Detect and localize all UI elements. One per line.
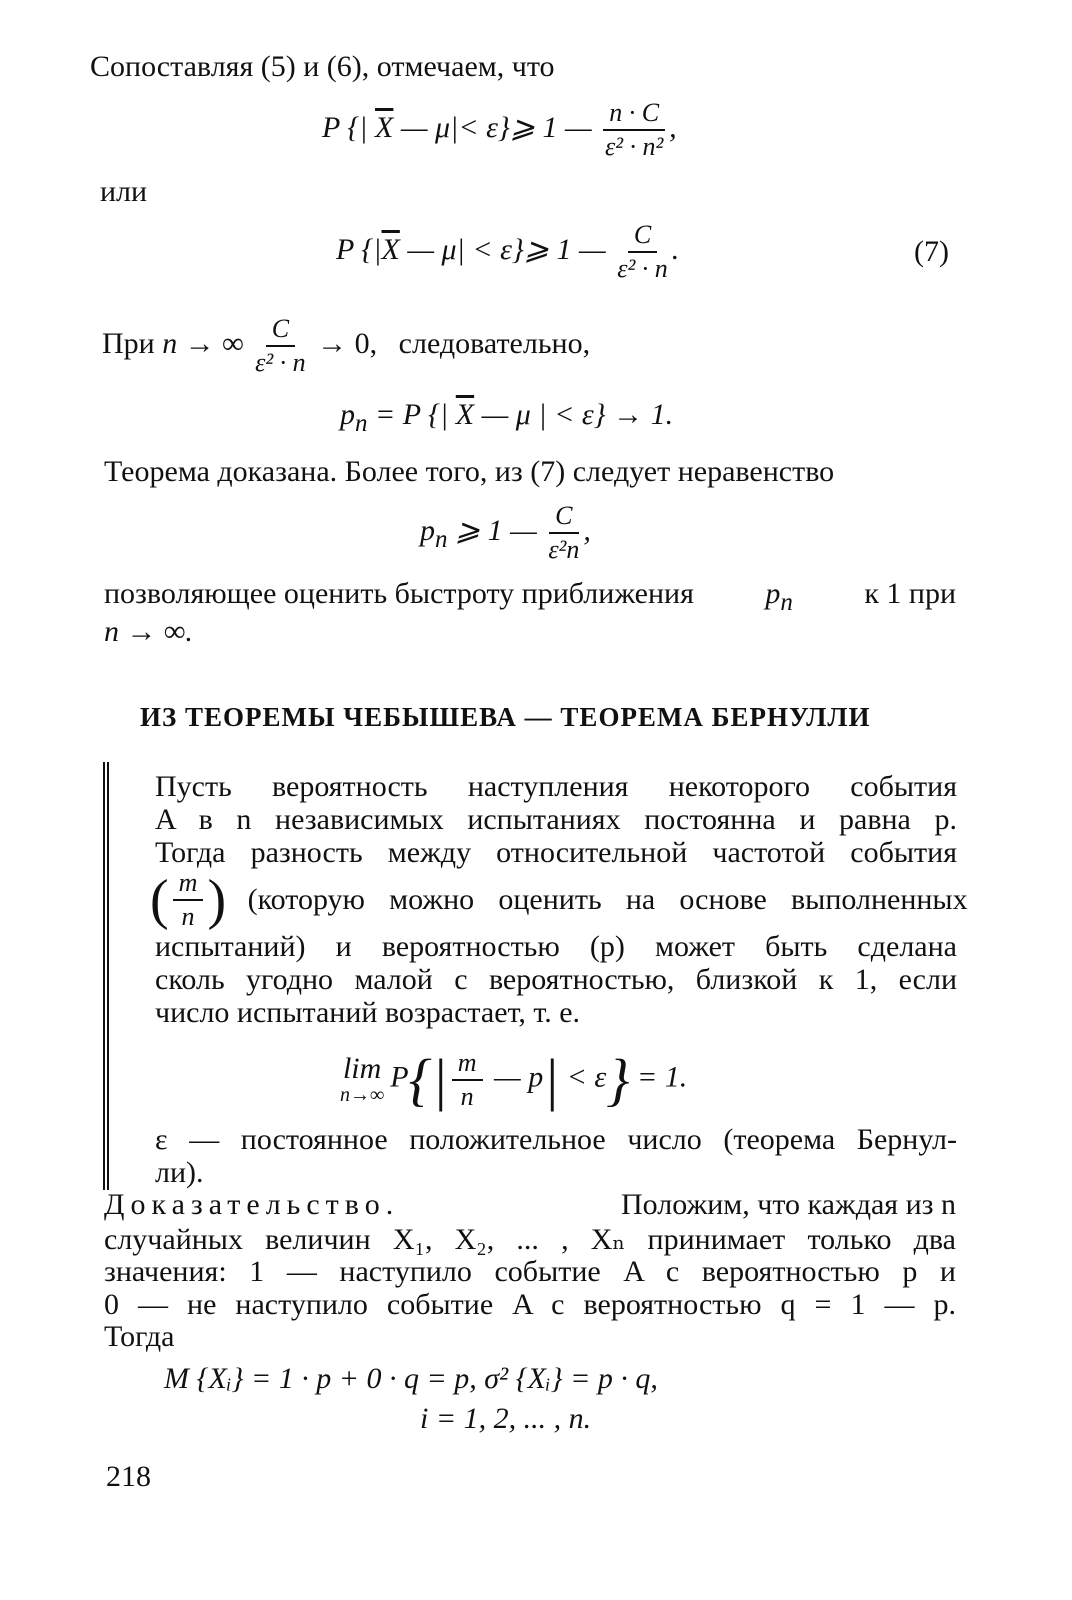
- text-line: значения: 1 — наступило событие A с вероятностью p и: [104, 1255, 956, 1288]
- text-line: Пусть вероятность наступления некоторого события: [155, 770, 957, 803]
- formula: M {Xᵢ} = 1 · p + 0 · q = p, σ² {Xᵢ} = p · q,: [164, 1362, 658, 1395]
- text-line: Теорема доказана. Более того, из (7) следует неравенство: [104, 455, 835, 488]
- formula: P {$|\overline{X}$ — μ| < ε}⩾ 1 — $\frac{C}{\text{ε² · n}}$ .: [336, 220, 680, 283]
- text-line: случайных величин X₁, X₂, ... , Xₙ принимает только два: [104, 1223, 956, 1256]
- text-line: ( $\frac{m}{n}$ ) (которую можно оценить на основе выполненных: [150, 868, 968, 931]
- text-line: n → ∞.: [104, 615, 193, 648]
- section-heading: ИЗ ТЕОРЕМЫ ЧЕБЫШЕВА — ТЕОРЕМА БЕРНУЛЛИ: [140, 702, 871, 732]
- text-line: сколь угодно малой с вероятностью, близкой к 1, если: [155, 963, 957, 996]
- formula: $p_n$ ⩾ 1 — $\frac{C}{\text{ε²n}}$ ,: [420, 501, 591, 564]
- page-number: 218: [106, 1460, 151, 1493]
- text-line: [104, 1188, 956, 1222]
- text-line: или: [100, 175, 148, 208]
- text-line: При n → ∞ $\frac{C}{\text{ε² · n}}$ → 0, следовательно,: [102, 314, 591, 377]
- text-line: [104, 577, 956, 617]
- text-fragment: следовательно,: [398, 326, 591, 360]
- theorem-margin-bar: [103, 762, 109, 1190]
- text-fragment: позволяющее оценить быстроту приближения: [104, 577, 694, 610]
- proof-keyword: Доказательство.: [104, 1188, 400, 1221]
- text-line: 0 — не наступило событие A с вероятностью q = 1 — p.: [104, 1288, 956, 1321]
- text-fragment: (которую можно оценить на основе выполненных: [247, 883, 968, 916]
- equation-number: (7): [914, 235, 949, 268]
- text-line: Тогда разность между относительной частотой события: [155, 836, 957, 869]
- text-fragment: При: [102, 326, 155, 360]
- text-line: испытаний) и вероятностью (p) может быть сделана: [155, 930, 957, 963]
- text-line: число испытаний возрастает, т. е.: [155, 996, 581, 1029]
- text-line: ли).: [155, 1156, 204, 1189]
- formula: lim n→∞ P{| $\frac{m}{n}$ — p| < ε} = 1.: [340, 1047, 688, 1112]
- text-line: Тогда: [104, 1320, 175, 1353]
- text-fragment: Положим, что каждая из n: [620, 1188, 956, 1221]
- text-line: Сопоставляя (5) и (6), отмечаем, что: [90, 50, 555, 83]
- formula: i = 1, 2, ... , n.: [420, 1402, 592, 1435]
- text-line: A в n независимых испытаниях постоянна и равна p.: [155, 803, 957, 836]
- text-line: ε — постоянное положительное число (теорема Бернул-: [155, 1123, 957, 1156]
- formula: P {| $\overline{X}$ — μ|< ε}⩾ 1 — $\frac{n \cdot C}{\text{ε² · n²}}$ ,: [322, 98, 677, 161]
- text-fragment: $p_n$: [765, 577, 793, 616]
- text-fragment: к 1 при: [864, 577, 956, 610]
- formula: $p_n = P$ {| $\overline{X}$ — μ | < ε} → 1.: [340, 398, 674, 437]
